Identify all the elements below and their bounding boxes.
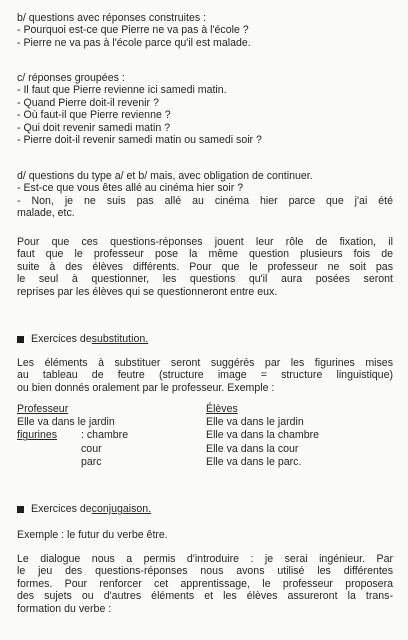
substitution-heading <box>17 333 148 345</box>
paragraph-line: le jeu des questions-réponses nous avons utilisé les différentes <box>17 565 393 578</box>
paragraph-line: faut que le professeur pose la même question plusieurs fois de <box>17 248 393 261</box>
substitution-table <box>17 403 393 469</box>
heading-keyword: substitution. <box>91 333 149 345</box>
section-b <box>17 12 393 49</box>
section-c-title: c/ réponses groupées : <box>17 72 125 84</box>
paragraph-line: formes. Pour renforcer cet apprentissage, le professeur proposera <box>17 577 393 590</box>
eleve-cell: Elle va dans le parc. <box>206 455 302 468</box>
section-b-title: b/ questions avec réponses construites : <box>17 12 207 24</box>
table-row <box>17 456 393 469</box>
section-c-line: - Quand Pierre doit-il revenir ? <box>17 96 159 109</box>
column-header-eleves: Élèves <box>206 403 238 415</box>
paragraph-line: reprises par les élèves qui se questionneront entre eux. <box>17 285 278 298</box>
square-bullet-icon <box>17 506 24 513</box>
table-row <box>17 443 393 456</box>
table-row <box>17 416 393 429</box>
eleve-cell: Elle va dans la chambre <box>206 429 320 442</box>
conjugaison-example <box>17 529 393 541</box>
heading-keyword: conjugaison. <box>91 503 152 515</box>
section-b-line: - Pierre ne va pas à l'école parce qu'il est malade. <box>17 36 251 49</box>
section-b-line: - Pourquoi est-ce que Pierre ne va pas à l'école ? <box>17 24 249 37</box>
example-line: Exemple : le futur du verbe être. <box>17 529 168 541</box>
column-header-professeur: Professeur <box>17 403 69 415</box>
section-c-line: - Où faut-il que Pierre revienne ? <box>17 109 171 122</box>
section-c-line: - Pierre doit-il revenir samedi matin ou samedi soir ? <box>17 134 262 147</box>
heading-prefix: Exercices de <box>31 333 92 345</box>
section-c-line: - Il faut que Pierre revienne ici samedi matin. <box>17 84 227 97</box>
figurines-label: figurines <box>17 429 58 442</box>
paragraph-line: suite à des élèves différents. Pour que le professeur ne soit pas <box>17 260 393 273</box>
professeur-cell: Elle va dans le jardin <box>17 416 115 429</box>
substitution-paragraph <box>17 357 393 394</box>
paragraph-line: au tableau de feutre (structure image = structure linguistique) <box>17 369 393 382</box>
professeur-cell: parc <box>81 455 102 468</box>
fixation-paragraph <box>17 236 393 298</box>
paragraph-line: Pour que ces questions-réponses jouent leur rôle de fixation, il <box>17 236 393 248</box>
table-header-row <box>17 403 393 416</box>
paragraph-line: Les éléments à substituer seront suggérés par les figurines mises <box>17 357 393 369</box>
paragraph-line: ou bien donnés oralement par le professeur. Exemple : <box>17 381 275 394</box>
section-d-line: - Est-ce que vous êtes allé au cinéma hier soir ? <box>17 182 244 195</box>
paragraph-line: le seul à questionner, les questions qu'il aura posées seront <box>17 273 393 286</box>
section-c-line: - Qui doit revenir samedi matin ? <box>17 121 171 134</box>
paragraph-line: Le dialogue nous a permis d'introduire : je serai ingénieur. Par <box>17 553 393 565</box>
conjugaison-paragraph <box>17 553 393 615</box>
professeur-cell: cour <box>81 442 102 455</box>
paragraph-line: formation du verbe : <box>17 602 112 615</box>
square-bullet-icon <box>17 336 24 343</box>
section-d <box>17 170 393 220</box>
conjugaison-heading <box>17 503 151 515</box>
paragraph-line: des sujets ou d'autres éléments et les élèves assureront la trans- <box>17 590 393 603</box>
eleve-cell: Elle va dans le jardin <box>206 416 304 429</box>
section-d-line: malade, etc. <box>17 207 75 220</box>
section-c <box>17 72 393 146</box>
section-d-line: - Non, je ne suis pas allé au cinéma hier parce que j'ai été <box>17 194 393 207</box>
section-d-title: d/ questions du type a/ et b/ mais, avec obligation de continuer. <box>17 170 313 182</box>
eleve-cell: Elle va dans la cour <box>206 442 299 455</box>
professeur-cell: : chambre <box>81 429 129 442</box>
table-row <box>17 429 393 442</box>
heading-prefix: Exercices de <box>31 503 92 515</box>
